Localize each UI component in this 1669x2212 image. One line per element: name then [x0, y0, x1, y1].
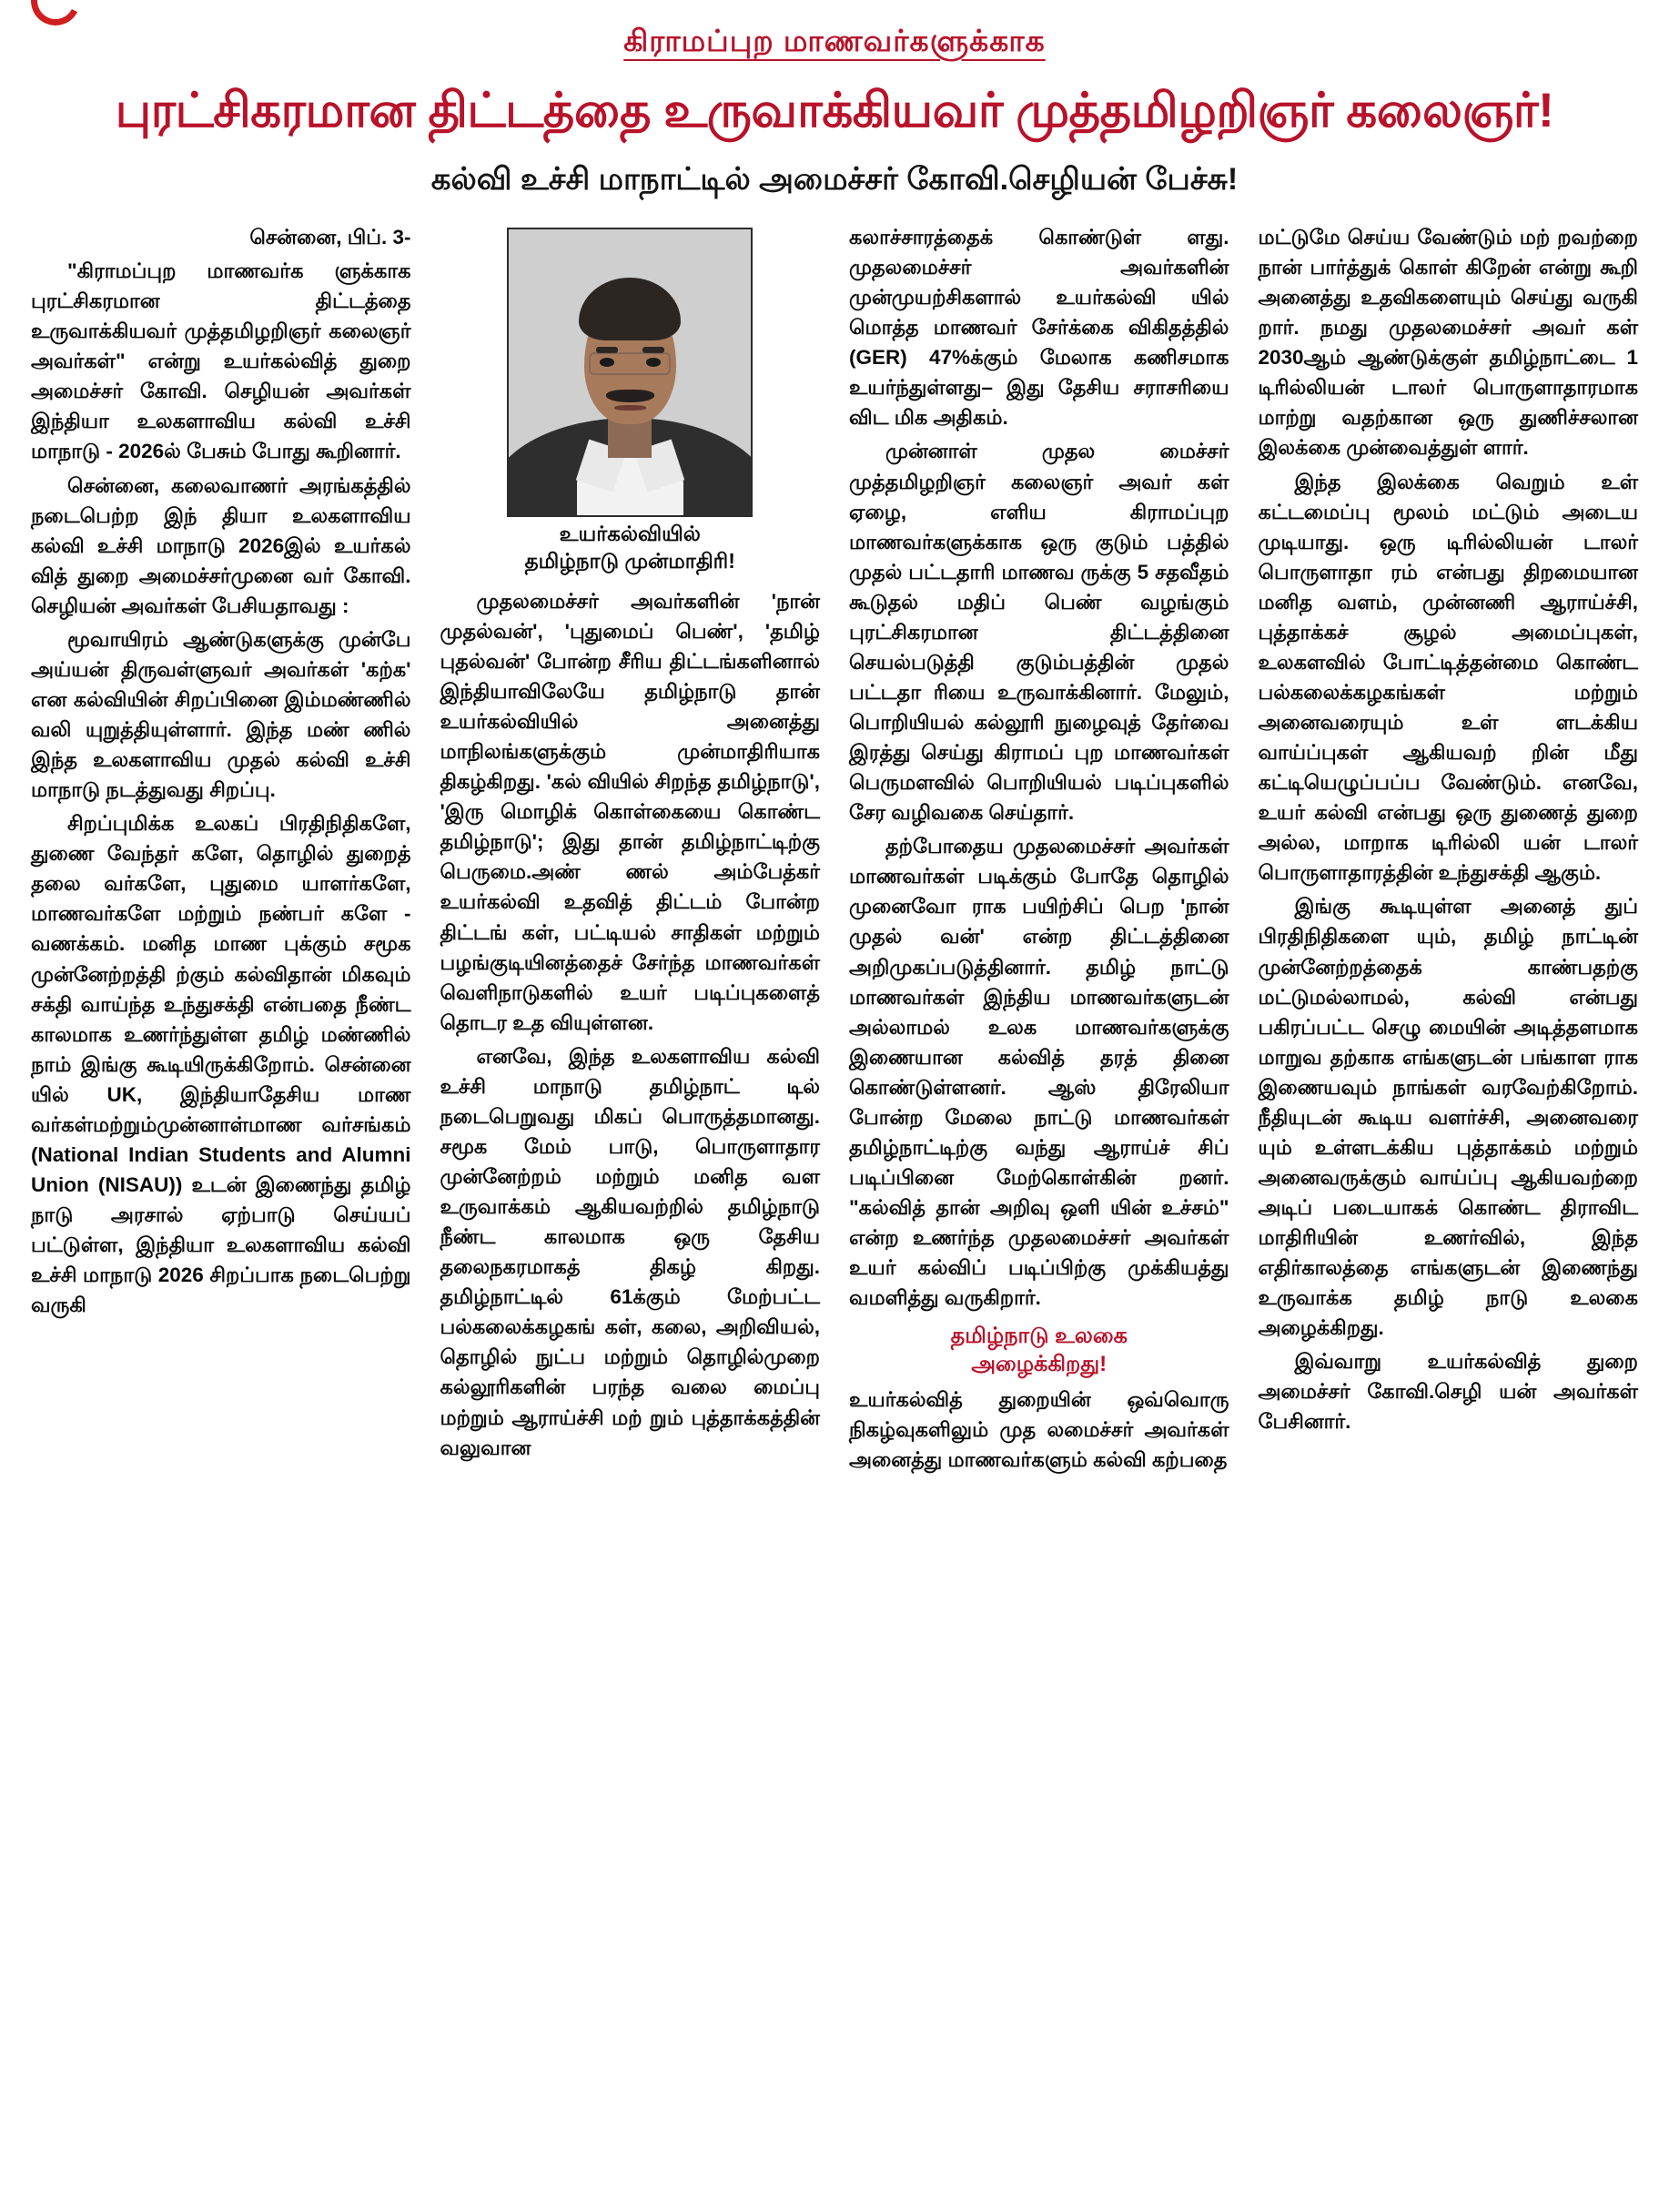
- paragraph: முன்னாள் முதல மைச்சர் முத்தமிழறிஞர் கலைஞர் அவர் கள் ஏழை, எளிய கிராமப்புற மாணவர்களுக்காக ஒரு குடும் பத்தில் முதல் பட்டதாரி மாணவ ருக்கு 5 சதவீதம் கூடுதல் மதிப் பெண் வழங்கும் புரட்சிகரமான திட்டத்தினை செயல்படுத்தி குடும்பத்தின் முதல் பட்டதா ரியை உருவாக்கினார். மேலும், பொறியியல் கல்லூரி நுழைவுத் தேர்வை இரத்து செய்து கிராமப் புற மாணவர்கள் பெருமளவில் பொறியியல் படிப்புகளில் சேர வழிவகை செய்தார்.: [849, 440, 1229, 825]
- column-4: [1244, 222, 1654, 1441]
- paragraph: சிறப்புமிக்க உலகப் பிரதிநிதிகளே, துணை வேந்தர் களே, தொழில் துறைத் தலை வர்களே, புதுமை யாளர்களே, மாணவர்களே மற்றும் நண்பர் களே - வணக்கம். மனித மாண புக்கும் சமூக முன்னேற்றத்தி ற்கும் கல்விதான் மிகவும் சக்தி வாய்ந்த உந்துசக்தி என்பதை நீண்ட காலமாக உணர்ந்துள்ள தமிழ் மண்ணில் நாம் இங்கு கூடியிருக்கிறோம். சென்னை யில் UK, இந்தியாதேசிய மாண வர்கள்மற்றும்முன்னாள்மாண வர்சங்கம் (National Indian Students and Alumni Union (NISAU)) உடன் இணைந்து தமிழ் நாடு அரசால் ஏற்பாடு செய்யப் பட்டுள்ள, இந்தியா உலகளாவிய கல்வி உச்சி மாநாடு 2026 சிறப்பாக நடைபெற்று வருகி: [31, 812, 411, 1317]
- photo-caption-line-2: தமிழ்நாடு முன்மாதிரி!: [524, 548, 735, 573]
- paragraph: மட்டுமே செய்ய வேண்டும் மற் றவற்றை நான் பார்த்துக் கொள் கிறேன் என்று கூறி அனைத்து உதவிகளையும் செய்து வருகி றார். நமது முதலமைச்சர் அவர் கள் 2030ஆம் ஆண்டுக்குள் தமிழ்நாட்டை 1 டிரில்லியன் டாலர் பொருளாதாரமாக மாற்று வதற்கான ஒரு துணிச்சலான இலக்கை முன்வைத்துள் ளார்.: [1258, 226, 1638, 460]
- paragraph: கலாச்சாரத்தைக் கொண்டுள் ளது. முதலமைச்சர் அவர்களின் முன்முயற்சிகளால் உயர்கல்வி யில் மொத்த மாணவர் சேர்க்கை விகிதத்தில் (GER) 47%க்கும் மேலாக கணிசமாக உயர்ந்துள்ளது– இது தேசிய சராசரியை விட மிக அதிகம்.: [849, 226, 1229, 430]
- paragraph: இந்த இலக்கை வெறும் உள் கட்டமைப்பு மூலம் மட்டும் அடைய முடியாது. ஒரு டிரில்லியன் டாலர் பொருளாதா ரம் என்பது திறமையான மனித வளம், முன்னணி ஆராய்ச்சி, புத்தாக்கச் சூழல் அமைப்புகள், உலகளவில் போட்டித்தன்மை கொண்ட பல்கலைக்கழகங்கள் மற்றும் அனைவரையும் உள் ளடக்கிய வாய்ப்புகள் ஆகியவற் றின் மீது கட்டியெழுப்பப்ப வேண்டும். எனவே, உயர் கல்வி என்பது ஒரு துணைத் துறை அல்ல, மாறாக டிரில்லி யன் டாலர் பொருளாதாரத்தின் உந்துசக்தி ஆகும்.: [1258, 470, 1638, 885]
- paragraph: எனவே, இந்த உலகளாவிய கல்வி உச்சி மாநாடு தமிழ்நாட் டில் நடைபெறுவது மிகப் பொருத்தமானது. சமூக மேம் பாடு, பொருளாதார முன்னேற்றம் மற்றும் மனித வள உருவாக்கம் ஆகியவற்றில் தமிழ்நாடு நீண்ட காலமாக ஒரு தேசிய தலைநகரமாகத் திகழ் கிறது. தமிழ்நாட்டில் 61க்கும் மேற்பட்ட பல்கலைக்கழகங் கள், கலை, அறிவியல், தொழில் நுட்ப மற்றும் தொழில்முறை கல்லூரிகளின் பரந்த வலை மைப்பு மற்றும் ஆராய்ச்சி மற் றும் புத்தாக்கத்தின் வலுவான: [440, 1044, 820, 1459]
- paragraph: இங்கு கூடியுள்ள அனைத் துப் பிரதிநிதிகளை யும், தமிழ் நாட்டின் முன்னேற்றத்தைக் காண்பதற்கு மட்டுமல்லாமல், கல்வி என்பது பகிரப்பட்ட செழு மையின் அடித்தளமாக மாறுவ தற்காக எங்களுடன் பங்காள ராக இணையவும் நாங்கள் வரவேற்கிறோம். நீதியுடன் கூடிய வளர்ச்சி, அனைவரை யும் உள்ளடக்கிய புத்தாக்கம் மற்றும் அனைவருக்கும் வாய்ப்பு ஆகியவற்றை அடிப் படையாகக் கொண்ட திராவிட மாதிரியின் உணர்வில், இந்த எதிர்காலத்தை எங்களுடன் இணைந்து உருவாக்க தமிழ் நாடு உலகை அழைக்கிறது.: [1258, 895, 1638, 1340]
- page-title: புரட்சிகரமான திட்டத்தை உருவாக்கியவர் முத்தமிழறிஞர் கலைஞர்!: [115, 84, 1554, 137]
- dateline: சென்னை, பிப். 3-: [249, 226, 411, 249]
- paragraph: சென்னை, கலைவாணர் அரங்கத்தில் நடைபெற்ற இந் தியா உலகளாவிய கல்வி உச்சி மாநாடு 2026இல் உயர்கல் வித் துறை அமைச்சர்முனை வர் கோவி. செழியன் அவர்கள் பேசியதாவது :: [31, 473, 411, 617]
- paragraph: உயர்கல்வித் துறையின் ஒவ்வொரு நிகழ்வுகளிலும் முத லமைச்சர் அவர்கள் அனைத்து மாணவர்களும் கல்வி கற்பதை: [849, 1387, 1229, 1471]
- subheadline: கல்வி உச்சி மாநாட்டில் அமைச்சர் கோவி.செழியன் பேச்சு!: [430, 161, 1239, 197]
- paragraph: முதலமைச்சர் அவர்களின் 'நான் முதல்வன்', 'புதுமைப் பெண்', 'தமிழ் புதல்வன்' போன்ற சீரிய திட்டங்களினால் இந்தியாவிலேயே தமிழ்நாடு தான் உயர்கல்வியில் அனைத்து மாநிலங்களுக்கும் முன்மாதிரியாக திகழ்கிறது. 'கல் வியில் சிறந்த தமிழ்நாடு', 'இரு மொழிக் கொள்கையை கொண்ட தமிழ்நாடு'; இது தான் தமிழ்நாட்டிற்கு பெருமை.அண் ணல் அம்பேத்கர் உயர்கல்வி உதவித் திட்டம் போன்ற திட்டங் கள், பட்டியல் சாதிகள் மற்றும் பழங்குடியினத்தைச் சேர்ந்த மாணவர்கள் வெளிநாடுகளில் உயர் படிப்புகளைத் தொடர உத வியுள்ளன.: [440, 589, 820, 1034]
- section-subheading-line-1: தமிழ்நாடு உலகை: [950, 1324, 1128, 1349]
- column-1: [16, 222, 426, 1324]
- section-subheading: [849, 1322, 1229, 1378]
- paragraph: இவ்வாறு உயர்கல்வித் துறை அமைச்சர் கோவி.செழி யன் அவர்கள் பேசினார்.: [1258, 1350, 1638, 1434]
- paragraph: "கிராமப்புற மாணவர்க ளுக்காக புரட்சிகரமான திட்டத்தை உருவாக்கியவர் முத்தமிழறிஞர் கலைஞர் அவர்கள்" என்று உயர்கல்வித் துறை அமைச்சர் கோவி. செழியன் அவர்கள் இந்தியா உலகளாவிய கல்வி உச்சி மாநாடு - 2026ல் பேசும் போது கூறினார்.: [31, 259, 411, 463]
- section-subheading-line-2: அழைக்கிறது!: [971, 1352, 1108, 1377]
- photo-figure: [507, 228, 753, 575]
- photo-caption: [507, 521, 753, 575]
- column-2: [426, 222, 835, 1466]
- column-3: [834, 222, 1244, 1478]
- kicker-text: கிராமப்புற மாணவர்களுக்காக: [623, 24, 1046, 57]
- photo-caption-line-1: உயர்கல்வியில்: [559, 522, 701, 546]
- paragraph: தற்போதைய முதலமைச்சர் அவர்கள் மாணவர்கள் படிக்கும் போதே தொழில் முனைவோ ராக பயிற்சிப் பெற 'நான் முதல் வன்' என்ற திட்டத்தினை அறிமுகப்படுத்தினார். தமிழ் நாட்டு மாணவர்கள் இந்திய மாணவர்களுடன் அல்லாமல் உலக மாணவர்களுக்கு இணையான கல்வித் தரத் தினை கொண்டுள்ளனர். ஆஸ் திரேலியா போன்ற மேலை நாட்டு மாணவர்கள் தமிழ்நாட்டிற்கு வந்து ஆராய்ச் சிப் படிப்பினை மேற்கொள்கின் றனர். "கல்வித் தான் அறிவு ஒளி யின் உச்சம்" என்ற உணர்ந்த முதலமைச்சர் அவர்கள் உயர் கல்விப் படிப்பிற்கு முக்கியத்து வமளித்து வருகிறார்.: [849, 835, 1229, 1310]
- paragraph: மூவாயிரம் ஆண்டுகளுக்கு முன்பே அய்யன் திருவள்ளுவர் அவர்கள் 'கற்க' என கல்வியின் சிறப்பினை இம்மண்ணில் வலி யுறுத்தியுள்ளார். இந்த மண் ணில் இந்த உலகளாவிய முதல் கல்வி உச்சி மாநாடு நடத்துவது சிறப்பு.: [31, 627, 411, 802]
- minister-portrait: [507, 228, 753, 517]
- article-columns: [16, 222, 1653, 1478]
